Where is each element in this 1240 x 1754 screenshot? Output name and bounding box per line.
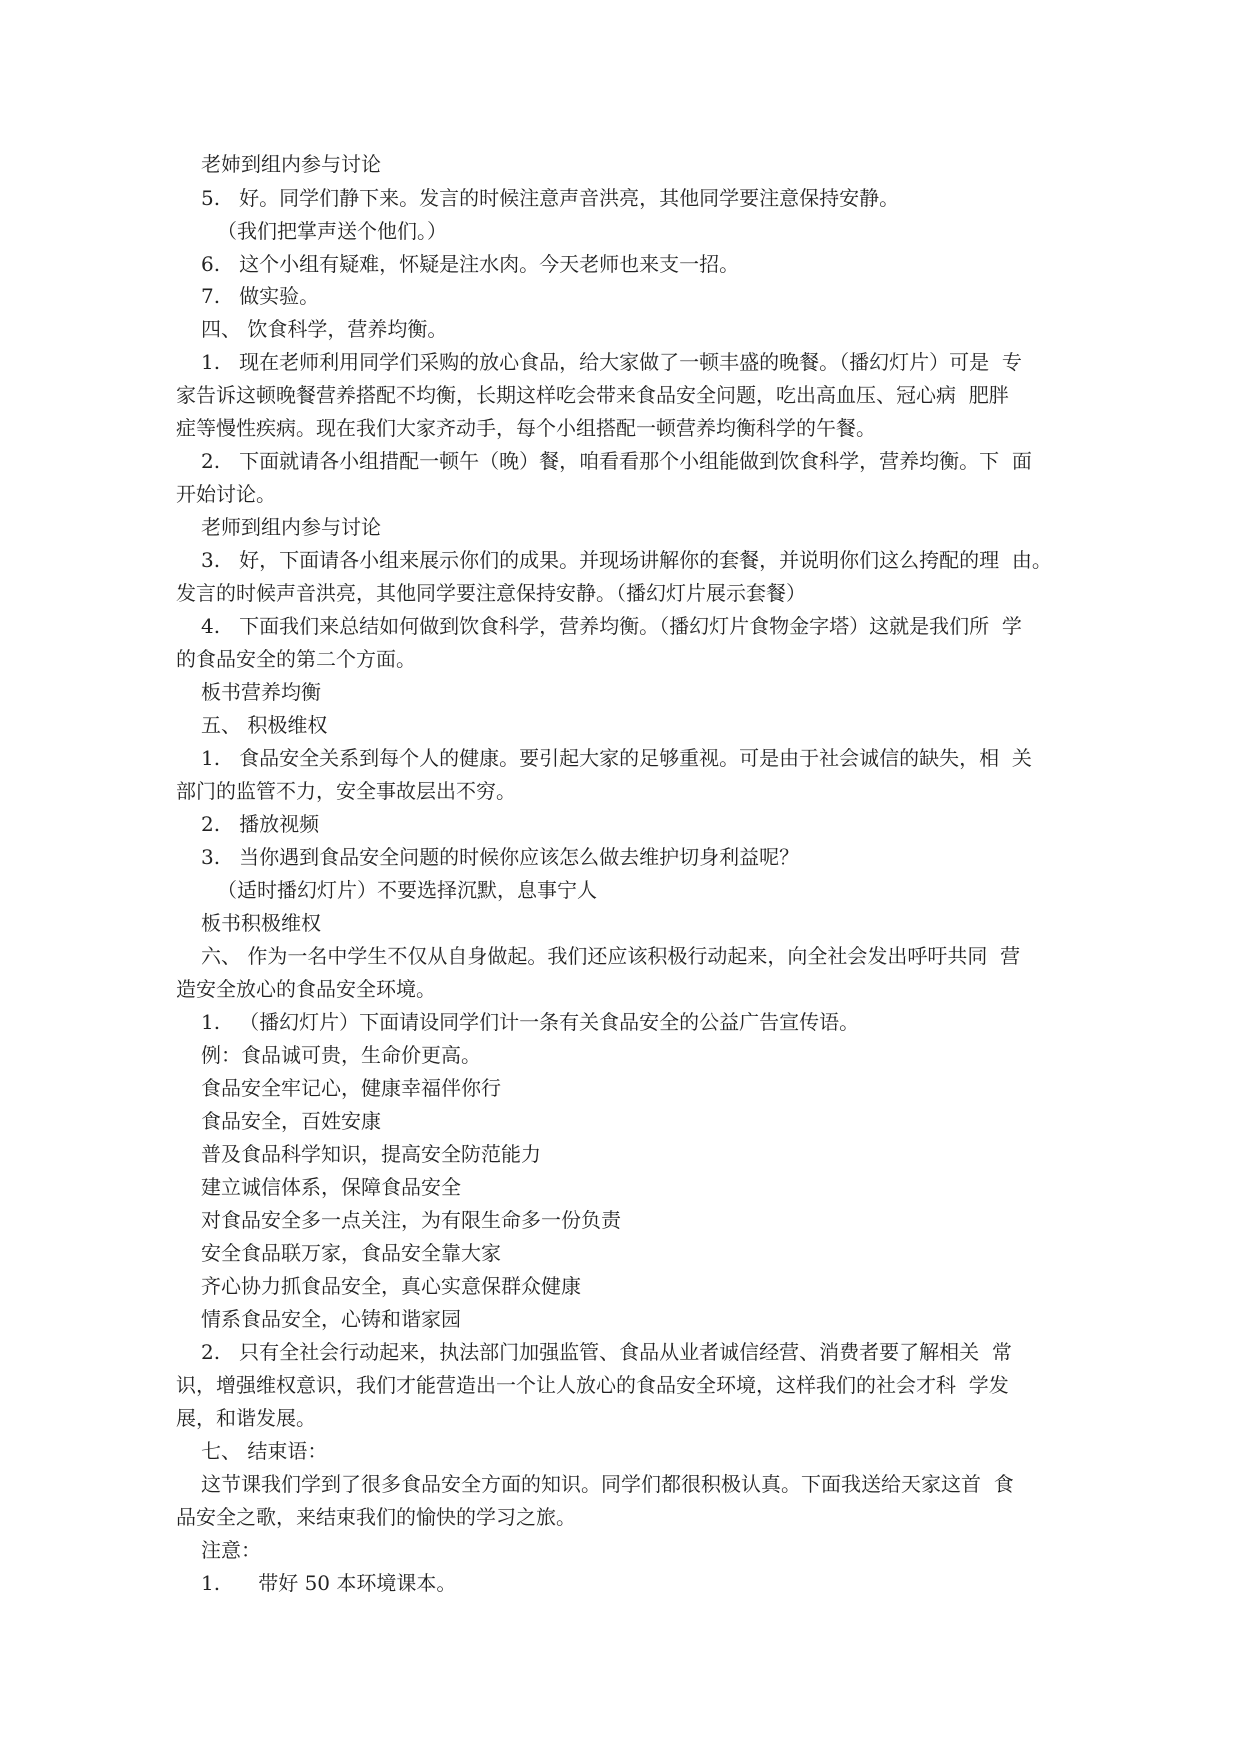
list-item: 1. （播幻灯片）下面请设同学们计一条有关食品安全的公益广告宣传语。 [201,1010,860,1034]
slogan-line: 齐心协力抓食品安全，真心实意保群众健康 [201,1274,581,1298]
slogan-line: 对食品安全多一点关注，为有限生命多一份负责 [201,1208,621,1232]
slogan-line: 安全食品联万家，食品安全靠大家 [201,1241,501,1265]
list-item: 3. 当你遇到食品安全问题的时候你应该怎么做去维护切身利益呢？ [201,845,800,869]
text-line: 板书营养均衡 [201,680,321,704]
list-item: 3. 好，下面请各小组来展示你们的成果。并现场讲解你的套餐，并说明你们这么挎配的理 由。 [201,548,1052,572]
text-line: 这节课我们学到了很多食品安全方面的知识。同学们都很积极认真。下面我送给天家这首 食 [201,1472,1014,1496]
list-item: 1. 带好 50 本环境课本。 [201,1571,457,1595]
list-item: 2. 只有全社会行动起来，执法部门加强监管、食品从业者诚信经营、消费者要了解相关 常 [201,1340,1012,1364]
text-line: 老姉到组内参与讨论 [201,152,381,176]
text-line: 的食品安全的第二个方面。 [176,647,416,671]
slogan-line: 建立诚信体系，保障食品安全 [201,1175,461,1199]
list-item: 1. 食品安全关系到每个人的健康。要引起大家的足够重视。可是由于社会诚信的缺失，相 关 [201,746,1032,770]
text-line: 展，和谐发展。 [176,1406,316,1430]
section-heading: 五、 积极维权 [201,713,328,737]
slogan-line: 食品安全牢记心，健康幸福伴你行 [201,1076,501,1100]
list-item: 1. 现在老师利用同学们采购的放心食品，给大家做了一顿丰盛的晚餐。（播幻灯片）可是 专 [201,350,1022,374]
text-line: （适时播幻灯片）不要选择沉默，息事宁人 [217,878,597,902]
text-line: 发言的时候声音洪亮，其他同学要注意保持安静。（播幻灯片展示套餐） [176,581,806,605]
text-line: 症等慢性疾病。现在我们大家齐动手，每个小组搭配一顿营养均衡科学的午餐。 [176,416,876,440]
section-heading: 七、 结束语： [201,1439,328,1463]
text-line: 家告诉这顿晚餐营养搭配不均衡，长期这样吃会带来食品安全问题，吃出高血压、冠心病 肥胖 [176,383,1009,407]
text-line: 识，增强维权意识，我们才能营造出一个让人放心的食品安全环境，这样我们的社会才科 学发 [176,1373,1009,1397]
text-line: 开始讨论。 [176,482,276,506]
list-item: 2. 播放视频 [201,812,320,836]
list-item: 7. 做实验。 [201,284,320,308]
slogan-line: 情系食品安全，心铸和谐家园 [201,1307,461,1331]
note-heading: 注意： [201,1538,261,1562]
text-line: 品安全之歌，来结束我们的愉快的学习之旅。 [176,1505,576,1529]
slogan-line: 例：食品诚可贵，生命价更高。 [201,1043,481,1067]
slogan-line: 食品安全，百姓安康 [201,1109,381,1133]
list-item: 5. 好。同学们静下来。发言的时候注意声音洪亮，其他同学要注意保持安静。 [201,186,900,210]
text-line: 造安全放心的食品安全环境。 [176,977,436,1001]
text-line: （我们把掌声送个他们。） [217,219,447,243]
section-heading: 六、 作为一名中学生不仅从自身做起。我们还应该积极行动起来，向全社会发出呼吁共同 营 [201,944,1021,968]
text-line: 老师到组内参与讨论 [201,515,381,539]
list-item: 4. 下面我们来总结如何做到饮食科学，营养均衡。（播幻灯片食物金字塔）这就是我们所 学 [201,614,1022,638]
section-heading: 四、 饮食科学，营养均衡。 [201,317,448,341]
text-line: 部门的监管不力，安全事故层出不穷。 [176,779,516,803]
slogan-line: 普及食品科学知识，提高安全防范能力 [201,1142,541,1166]
text-line: 板书积极维权 [201,911,321,935]
list-item: 6. 这个小组有疑难，怀疑是注水肉。今天老师也来支一招。 [201,252,740,276]
list-item: 2. 下面就请各小组措配一顿午（晚）餐，咱看看那个小组能做到饮食科学，营养均衡。下 面 [201,449,1032,473]
